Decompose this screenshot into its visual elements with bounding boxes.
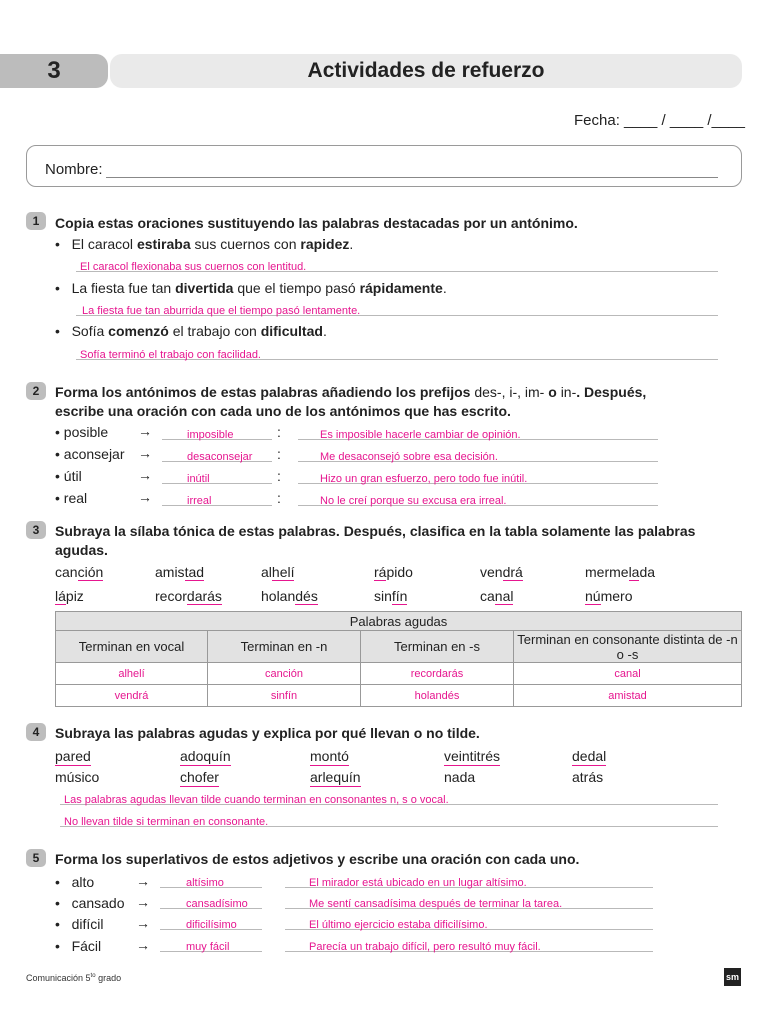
colon: :: [277, 490, 281, 506]
sentence-line: [285, 873, 653, 888]
exercise-1-badge: 1: [26, 212, 46, 230]
sentence-line: [285, 937, 653, 952]
agudas-table: [55, 611, 742, 707]
unit-number: 3: [0, 54, 108, 88]
table-cell: recordarás: [361, 663, 514, 685]
sentence-answer: Hizo un gran esfuerzo, pero todo fue inútil.: [320, 473, 528, 485]
antonym-line: [162, 425, 272, 440]
answer-line: El caracol flexionaba sus cuernos con lentitud.: [76, 257, 718, 272]
table-header: Terminan en -n: [208, 631, 361, 663]
sentence-line: [298, 447, 658, 462]
exercise-2-word: • aconsejar: [55, 446, 125, 462]
word-item: canción: [55, 564, 104, 580]
table-header: Terminan en consonante distinta de -n o -s: [514, 631, 742, 663]
word-item: mermelada: [585, 564, 656, 580]
table-cell: sinfín: [208, 685, 361, 707]
exercise-2-word: • real: [55, 490, 88, 506]
name-box: [26, 145, 742, 187]
arrow-icon: →: [136, 873, 150, 889]
arrow-icon: →: [136, 915, 150, 931]
word-item: pared: [55, 748, 91, 764]
exercise-5-word: • difícil: [55, 916, 104, 932]
exercise-1-item: • El caracol estiraba sus cuernos con rapidez.: [55, 236, 354, 252]
sentence-line: [285, 894, 653, 909]
sentence-line: [298, 469, 658, 484]
table-title: Palabras agudas: [56, 612, 742, 631]
superlative-answer: dificilísimo: [186, 919, 237, 931]
arrow-icon: →: [138, 423, 152, 439]
answer-line: Las palabras agudas llevan tilde cuando terminan en consonantes n, s o vocal.: [60, 790, 718, 805]
word-item: canal: [480, 588, 514, 604]
exercise-5-word: • Fácil: [55, 938, 102, 954]
word-item: adoquín: [180, 748, 231, 764]
sentence-answer: Parecía un trabajo difícil, pero resultó muy fácil.: [309, 941, 541, 953]
answer-line: No llevan tilde si terminan en consonante.: [60, 812, 718, 827]
table-cell: alhelí: [56, 663, 208, 685]
name-line: [106, 177, 718, 178]
superlative-line: [160, 894, 262, 909]
colon: :: [277, 424, 281, 440]
exercise-1-item: • Sofía comenzó el trabajo con dificultad.: [55, 323, 327, 339]
superlative-answer: muy fácil: [186, 941, 230, 953]
publisher-logo: sm: [724, 968, 741, 986]
colon: :: [277, 468, 281, 484]
table-header: Terminan en -s: [361, 631, 514, 663]
superlative-answer: altísimo: [186, 877, 224, 889]
word-item: número: [585, 588, 633, 604]
arrow-icon: →: [136, 937, 150, 953]
sentence-answer: No le creí porque su excusa era irreal.: [320, 495, 507, 507]
word-item: veintitrés: [444, 748, 501, 764]
table-header: Terminan en vocal: [56, 631, 208, 663]
arrow-icon: →: [136, 894, 150, 910]
sentence-line: [298, 425, 658, 440]
table-cell: amistad: [514, 685, 742, 707]
exercise-1-instruction: Copia estas oraciones sustituyendo las palabras destacadas por un antónimo.: [55, 215, 578, 231]
exercise-1-item: • La fiesta fue tan divertida que el tiempo pasó rápidamente.: [55, 280, 447, 296]
word-item: nada: [444, 769, 476, 785]
sentence-answer: Me sentí cansadísima después de terminar la tarea.: [309, 898, 563, 910]
exercise-3-badge: 3: [26, 521, 46, 539]
page-title: Actividades de refuerzo: [110, 54, 742, 88]
exercise-5-instruction: Forma los superlativos de estos adjetivos y escribe una oración con cada uno.: [55, 851, 580, 867]
antonym-answer: imposible: [187, 429, 234, 441]
superlative-answer: cansadísimo: [186, 898, 248, 910]
word-item: chofer: [180, 769, 219, 785]
sentence-answer: Es imposible hacerle cambiar de opinión.: [320, 429, 521, 441]
exercise-2-word: • posible: [55, 424, 109, 440]
sentence-answer: El mirador está ubicado en un lugar altísimo.: [309, 877, 527, 889]
sentence-answer: El último ejercicio estaba dificilísimo.: [309, 919, 488, 931]
antonym-line: [162, 447, 272, 462]
arrow-icon: →: [138, 445, 152, 461]
antonym-answer: inútil: [187, 473, 210, 485]
superlative-line: [160, 915, 262, 930]
exercise-5-word: • alto: [55, 874, 95, 890]
date-field: Fecha: ____ / ____ /____: [574, 112, 745, 129]
sentence-answer: Me desaconsejó sobre esa decisión.: [320, 451, 498, 463]
sentence-line: [285, 915, 653, 930]
sentence-line: [298, 491, 658, 506]
word-item: músico: [55, 769, 100, 785]
word-item: atrás: [572, 769, 604, 785]
exercise-5-badge: 5: [26, 849, 46, 867]
answer-line: Sofía terminó el trabajo con facilidad.: [76, 345, 718, 360]
exercise-4-badge: 4: [26, 723, 46, 741]
word-item: amistad: [155, 564, 205, 580]
table-cell: holandés: [361, 685, 514, 707]
exercise-4-instruction: Subraya las palabras agudas y explica por qué llevan o no tilde.: [55, 725, 480, 741]
word-item: lápiz: [55, 588, 84, 604]
word-item: recordarás: [155, 588, 222, 604]
exercise-5-word: • cansado: [55, 895, 125, 911]
word-item: holandés: [261, 588, 318, 604]
exercise-2-word: • útil: [55, 468, 82, 484]
word-item: alhelí: [261, 564, 295, 580]
name-label: Nombre:: [45, 161, 103, 178]
footer-subject: Comunicación $5^{to}$ grado: [26, 973, 122, 983]
word-item: sinfín: [374, 588, 408, 604]
arrow-icon: →: [138, 467, 152, 483]
exercise-2-instruction: Forma los antónimos de estas palabras añadiendo los prefijos des-, i-, im- o in-. Después, escribe una oración con cada uno de los antónimos que has escrito.: [55, 384, 647, 419]
antonym-line: [162, 469, 272, 484]
superlative-line: [160, 937, 262, 952]
word-item: dedal: [572, 748, 607, 764]
antonym-answer: desaconsejar: [187, 451, 253, 463]
colon: :: [277, 446, 281, 462]
word-item: montó: [310, 748, 349, 764]
word-item: arlequín: [310, 769, 361, 785]
word-item: vendrá: [480, 564, 523, 580]
antonym-line: [162, 491, 272, 506]
table-cell: canal: [514, 663, 742, 685]
table-cell: vendrá: [56, 685, 208, 707]
superlative-line: [160, 873, 262, 888]
table-cell: canción: [208, 663, 361, 685]
exercise-2-badge: 2: [26, 382, 46, 400]
arrow-icon: →: [138, 489, 152, 505]
exercise-3-instruction: Subraya la sílaba tónica de estas palabras. Después, clasifica en la tabla solamente las palabras agudas.: [55, 523, 696, 558]
answer-line: La fiesta fue tan aburrida que el tiempo pasó lentamente.: [76, 301, 718, 316]
word-item: rápido: [374, 564, 413, 580]
antonym-answer: irreal: [187, 495, 212, 507]
